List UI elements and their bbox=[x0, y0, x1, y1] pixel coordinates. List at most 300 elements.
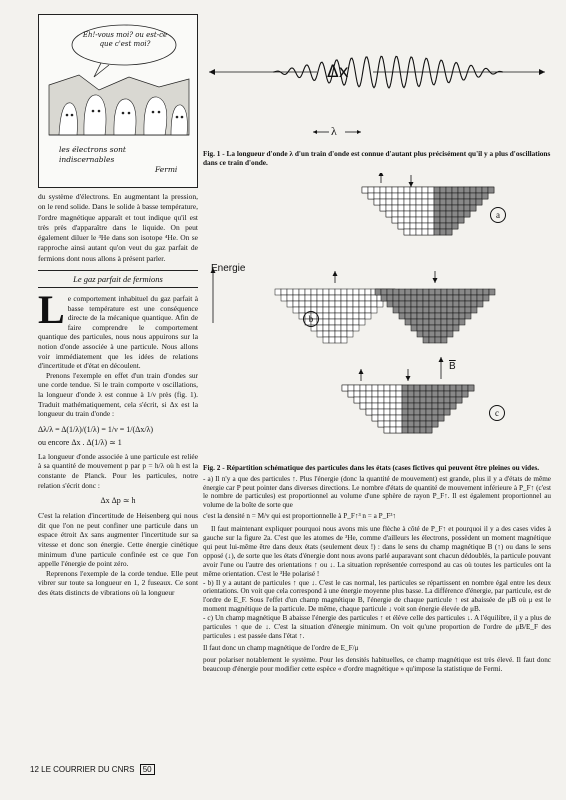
state-cell-a-filled bbox=[380, 187, 386, 193]
state-cell-b bbox=[341, 313, 347, 319]
state-cell-a-filled bbox=[482, 193, 488, 199]
state-cell-b bbox=[323, 319, 329, 325]
state-cell-b-filled bbox=[435, 295, 441, 301]
state-cell-b bbox=[329, 337, 335, 343]
state-cell-b-filled bbox=[435, 325, 441, 331]
state-cell-a-filled bbox=[416, 193, 422, 199]
state-cell-c-filled bbox=[426, 409, 432, 415]
state-cell-c-filled bbox=[438, 385, 444, 391]
state-cell-b bbox=[347, 331, 353, 337]
state-cell-a-filled bbox=[398, 205, 404, 211]
state-cell-a-filled bbox=[446, 223, 452, 229]
state-cell-c-filled bbox=[384, 397, 390, 403]
state-cell-b-filled bbox=[381, 289, 387, 295]
state-cell-b bbox=[317, 289, 323, 295]
spin-up-arrow-a-head bbox=[409, 182, 414, 187]
state-cell-c-filled bbox=[432, 391, 438, 397]
state-cell-c-filled bbox=[384, 403, 390, 409]
state-cell-a-filled bbox=[368, 193, 374, 199]
state-cell-a-filled bbox=[362, 187, 368, 193]
state-cell-a-filled bbox=[434, 217, 440, 223]
spin-down-arrow-a-head bbox=[379, 173, 384, 176]
state-cell-c-filled bbox=[402, 427, 408, 433]
state-cell-a-filled bbox=[440, 211, 446, 217]
state-cell-b-filled bbox=[441, 289, 447, 295]
state-cell-b-filled bbox=[417, 307, 423, 313]
state-cell-a-filled bbox=[392, 193, 398, 199]
state-cell-b bbox=[323, 331, 329, 337]
state-cell-b bbox=[323, 295, 329, 301]
state-cell-b bbox=[341, 289, 347, 295]
state-cell-b-filled bbox=[489, 289, 495, 295]
drop-cap: L bbox=[38, 287, 65, 333]
state-cell-c-filled bbox=[420, 391, 426, 397]
state-cell-b bbox=[287, 289, 293, 295]
state-cell-a-filled bbox=[416, 223, 422, 229]
state-cell-b-filled bbox=[393, 289, 399, 295]
state-cell-c-filled bbox=[354, 391, 360, 397]
state-cell-c-filled bbox=[432, 397, 438, 403]
state-cell-a-filled bbox=[428, 199, 434, 205]
state-cell-c-filled bbox=[396, 427, 402, 433]
state-cell-a-filled bbox=[422, 223, 428, 229]
state-cell-b bbox=[359, 301, 365, 307]
state-cell-b bbox=[353, 295, 359, 301]
state-cell-b-filled bbox=[417, 313, 423, 319]
state-cell-c-filled bbox=[408, 427, 414, 433]
state-cell-c-filled bbox=[348, 391, 354, 397]
state-cell-a-filled bbox=[404, 193, 410, 199]
state-cell-c-filled bbox=[402, 391, 408, 397]
state-cell-b-filled bbox=[423, 295, 429, 301]
state-cell-c-filled bbox=[414, 391, 420, 397]
state-cell-b-filled bbox=[465, 307, 471, 313]
state-cell-b bbox=[311, 295, 317, 301]
state-cell-a-filled bbox=[458, 187, 464, 193]
state-cell-a-filled bbox=[398, 199, 404, 205]
state-cell-a-filled bbox=[410, 205, 416, 211]
state-cell-b-filled bbox=[399, 289, 405, 295]
state-cell-a-filled bbox=[434, 205, 440, 211]
state-cell-c-filled bbox=[414, 415, 420, 421]
state-cell-a-filled bbox=[488, 187, 494, 193]
state-cell-c-filled bbox=[366, 409, 372, 415]
state-cell-a-filled bbox=[386, 187, 392, 193]
state-cell-b bbox=[287, 295, 293, 301]
state-cell-c-filled bbox=[432, 415, 438, 421]
state-cell-b-filled bbox=[429, 325, 435, 331]
state-cell-a-filled bbox=[470, 205, 476, 211]
state-cell-c-filled bbox=[378, 403, 384, 409]
state-cell-c-filled bbox=[408, 403, 414, 409]
state-cell-b-filled bbox=[423, 313, 429, 319]
state-cell-b-filled bbox=[459, 295, 465, 301]
left-paragraph-1-text: e comportement inhabituel du gaz parfait à basse température est une conséquence directe de la mécanique quantique. Afin de faire comprendre le comportement quantique des particules, nous nous appuirons sur la notion d'onde associée à une particule. Nous allons voir immédiatement que les idées de relations d'incertitude et d'état en découlent. bbox=[38, 294, 198, 371]
state-cell-c-filled bbox=[468, 385, 474, 391]
state-cell-b-filled bbox=[447, 319, 453, 325]
state-cell-b bbox=[359, 295, 365, 301]
state-cell-b bbox=[353, 313, 359, 319]
state-cell-b-filled bbox=[435, 319, 441, 325]
state-cell-b bbox=[365, 301, 371, 307]
state-cell-c-filled bbox=[450, 391, 456, 397]
state-cell-c-filled bbox=[372, 397, 378, 403]
state-cell-b-filled bbox=[435, 337, 441, 343]
state-cell-b bbox=[293, 307, 299, 313]
state-cell-b-filled bbox=[429, 307, 435, 313]
state-cell-b-filled bbox=[465, 313, 471, 319]
state-cell-a-filled bbox=[374, 187, 380, 193]
state-cell-b bbox=[353, 289, 359, 295]
state-cell-b bbox=[347, 307, 353, 313]
state-cell-a-filled bbox=[470, 193, 476, 199]
state-cell-a-filled bbox=[410, 217, 416, 223]
state-cell-c-filled bbox=[402, 385, 408, 391]
state-cell-b bbox=[293, 301, 299, 307]
state-cell-b-filled bbox=[471, 301, 477, 307]
state-cell-b bbox=[371, 301, 377, 307]
state-cell-b-filled bbox=[411, 301, 417, 307]
state-cell-b bbox=[323, 301, 329, 307]
state-cell-c-filled bbox=[426, 421, 432, 427]
state-cell-b-filled bbox=[429, 319, 435, 325]
state-cell-b-filled bbox=[453, 307, 459, 313]
state-cell-b bbox=[329, 313, 335, 319]
state-cell-c-filled bbox=[396, 421, 402, 427]
state-cell-a-filled bbox=[368, 187, 374, 193]
state-cell-c-filled bbox=[402, 403, 408, 409]
state-cell-a-filled bbox=[440, 217, 446, 223]
left-paragraph-4: C'est la relation d'incertitude de Heisenberg qui nous dit que l'on ne peut confiner une particule dans un espace étroit Δx sans augmenter l'incertitude sur sa vitesse et donc son énergie. Cette énergie cinétique minimum d'une particule confinée est ce que l'on appelle l'énergie de point zéro. bbox=[38, 511, 198, 569]
state-cell-c-filled bbox=[390, 397, 396, 403]
state-cell-a-filled bbox=[422, 229, 428, 235]
state-cell-b-filled bbox=[453, 313, 459, 319]
state-cell-c-filled bbox=[396, 391, 402, 397]
lambda-label: λ bbox=[331, 124, 337, 138]
case-c-paragraph: - c) Un champ magnétique B abaisse l'énergie des particules ↑ et élève celle des particules ↓. A l'équilibre, il y a plus de particules ↑ que de ↓. C'est la situation d'énergie minimum. On voit qu'une proportion de l'ordre de μB/E_F des particules ↓ est passée dans l'état ↑. bbox=[203, 614, 551, 641]
state-cell-b bbox=[335, 325, 341, 331]
state-cell-b bbox=[323, 307, 329, 313]
state-cell-c-filled bbox=[444, 391, 450, 397]
state-cell-c-filled bbox=[426, 397, 432, 403]
state-cell-b bbox=[335, 307, 341, 313]
state-cell-a-filled bbox=[452, 199, 458, 205]
state-cell-b-filled bbox=[393, 301, 399, 307]
state-cell-a-filled bbox=[464, 199, 470, 205]
state-cell-c-filled bbox=[420, 409, 426, 415]
state-cell-b bbox=[341, 319, 347, 325]
state-cell-c-filled bbox=[378, 421, 384, 427]
state-cell-c-filled bbox=[342, 385, 348, 391]
state-cell-c-filled bbox=[456, 385, 462, 391]
state-cell-b bbox=[347, 301, 353, 307]
state-cell-b bbox=[293, 289, 299, 295]
state-cell-b bbox=[305, 301, 311, 307]
state-cell-c-filled bbox=[384, 415, 390, 421]
state-cell-b-filled bbox=[405, 319, 411, 325]
state-cell-b bbox=[353, 307, 359, 313]
state-cell-b-filled bbox=[411, 289, 417, 295]
state-cell-b-filled bbox=[387, 295, 393, 301]
figure-1 bbox=[203, 14, 551, 149]
state-cell-b-filled bbox=[375, 289, 381, 295]
state-cell-b-filled bbox=[429, 313, 435, 319]
state-cell-c-filled bbox=[444, 385, 450, 391]
spin-down-arrow-b-head bbox=[333, 271, 338, 276]
state-cell-a-filled bbox=[464, 211, 470, 217]
state-cell-b bbox=[317, 295, 323, 301]
state-cell-c-filled bbox=[366, 403, 372, 409]
page-footer bbox=[30, 764, 155, 775]
state-cell-c-filled bbox=[396, 409, 402, 415]
state-cell-b bbox=[365, 313, 371, 319]
state-cell-a-filled bbox=[398, 217, 404, 223]
state-cell-c-filled bbox=[420, 403, 426, 409]
state-cell-b-filled bbox=[435, 331, 441, 337]
state-cell-c-filled bbox=[450, 403, 456, 409]
state-cell-a-filled bbox=[410, 199, 416, 205]
state-cell-c-filled bbox=[408, 391, 414, 397]
state-cell-b-filled bbox=[429, 295, 435, 301]
state-cell-c-filled bbox=[408, 397, 414, 403]
state-cell-b bbox=[347, 295, 353, 301]
state-cell-b-filled bbox=[393, 307, 399, 313]
density-formula: c'est la densité n = M/v qui est proportionnelle à P_F↑³ n = a P_F³↑ bbox=[203, 512, 396, 521]
section-title: Le gaz parfait de fermions bbox=[38, 270, 198, 288]
state-cell-b-filled bbox=[435, 301, 441, 307]
state-cell-b bbox=[377, 301, 383, 307]
state-cell-b bbox=[359, 289, 365, 295]
wave-train-diagram bbox=[203, 14, 551, 149]
state-cell-a-filled bbox=[386, 193, 392, 199]
cartoon-caption: les électrons sont indiscernables bbox=[59, 145, 126, 164]
panel-b-label: b bbox=[303, 311, 319, 327]
state-cell-b-filled bbox=[453, 289, 459, 295]
state-cell-c-filled bbox=[384, 391, 390, 397]
state-cell-a-filled bbox=[416, 187, 422, 193]
state-cell-c-filled bbox=[420, 397, 426, 403]
state-cell-b bbox=[317, 331, 323, 337]
state-cell-a-filled bbox=[434, 229, 440, 235]
state-cell-b bbox=[335, 337, 341, 343]
state-cell-c-filled bbox=[396, 385, 402, 391]
state-cell-a-filled bbox=[476, 193, 482, 199]
state-cell-a-filled bbox=[398, 187, 404, 193]
state-cell-a-filled bbox=[416, 211, 422, 217]
state-cell-a-filled bbox=[428, 187, 434, 193]
state-cell-b bbox=[317, 325, 323, 331]
state-cell-a-filled bbox=[428, 205, 434, 211]
right-column bbox=[203, 14, 551, 674]
state-cell-b bbox=[305, 289, 311, 295]
state-cell-b-filled bbox=[465, 289, 471, 295]
state-cell-a-filled bbox=[428, 217, 434, 223]
state-cell-c-filled bbox=[450, 397, 456, 403]
state-cell-a-filled bbox=[434, 211, 440, 217]
state-cell-b bbox=[359, 319, 365, 325]
figure-1-caption: Fig. 1 - La longueur d'onde λ d'un train d'onde est connue d'autant plus précisément qu'il y a plus d'oscillations dans ce train d'onde. bbox=[203, 149, 551, 168]
state-cell-c-filled bbox=[444, 397, 450, 403]
state-cell-a-filled bbox=[440, 187, 446, 193]
field-order-paragraph: Il faut donc un champ magnétique de l'ordre de E_F/μ bbox=[203, 643, 359, 652]
state-cell-b bbox=[329, 325, 335, 331]
state-cell-b-filled bbox=[465, 301, 471, 307]
state-cell-a-filled bbox=[416, 217, 422, 223]
state-cell-a-filled bbox=[476, 187, 482, 193]
state-cell-b bbox=[335, 319, 341, 325]
state-cell-b-filled bbox=[459, 313, 465, 319]
figure-2 bbox=[203, 173, 551, 463]
state-cell-c-filled bbox=[408, 415, 414, 421]
state-cell-b-filled bbox=[387, 301, 393, 307]
state-cell-a-filled bbox=[374, 193, 380, 199]
state-cell-c-filled bbox=[390, 385, 396, 391]
state-cell-a-filled bbox=[422, 199, 428, 205]
state-cell-b-filled bbox=[423, 337, 429, 343]
spin-up-arrow-c-head bbox=[406, 376, 411, 381]
state-cell-a-filled bbox=[410, 193, 416, 199]
state-cell-a-filled bbox=[404, 223, 410, 229]
state-cell-b-filled bbox=[417, 331, 423, 337]
state-cell-c-filled bbox=[414, 421, 420, 427]
state-cell-b-filled bbox=[453, 325, 459, 331]
state-cell-c-filled bbox=[384, 421, 390, 427]
state-cell-a-filled bbox=[464, 187, 470, 193]
state-cell-a-filled bbox=[452, 217, 458, 223]
left-paragraph-1 bbox=[38, 287, 198, 371]
state-cell-c-filled bbox=[432, 385, 438, 391]
state-cell-b-filled bbox=[423, 325, 429, 331]
state-cell-c-filled bbox=[414, 403, 420, 409]
state-cell-c-filled bbox=[426, 385, 432, 391]
state-cell-b bbox=[353, 325, 359, 331]
state-cell-b bbox=[335, 331, 341, 337]
state-cell-b-filled bbox=[447, 325, 453, 331]
state-cell-b bbox=[341, 301, 347, 307]
state-cell-b bbox=[353, 301, 359, 307]
state-cell-c-filled bbox=[414, 397, 420, 403]
state-cell-b-filled bbox=[381, 295, 387, 301]
state-cell-b bbox=[305, 295, 311, 301]
state-cell-a-filled bbox=[452, 193, 458, 199]
state-cell-b-filled bbox=[459, 307, 465, 313]
state-cell-a-filled bbox=[440, 229, 446, 235]
state-cell-b bbox=[347, 319, 353, 325]
state-cell-c-filled bbox=[432, 421, 438, 427]
state-cell-c-filled bbox=[366, 397, 372, 403]
state-cell-a-filled bbox=[404, 211, 410, 217]
state-cell-b-filled bbox=[441, 301, 447, 307]
state-cell-b bbox=[353, 319, 359, 325]
state-cell-b bbox=[293, 295, 299, 301]
state-cell-c-filled bbox=[372, 409, 378, 415]
state-cell-a-filled bbox=[440, 223, 446, 229]
state-cell-b-filled bbox=[429, 331, 435, 337]
state-cell-b-filled bbox=[393, 295, 399, 301]
state-cell-a-filled bbox=[422, 217, 428, 223]
state-cell-b-filled bbox=[429, 337, 435, 343]
state-cell-c-filled bbox=[396, 397, 402, 403]
state-cell-a-filled bbox=[404, 187, 410, 193]
state-cell-c-filled bbox=[420, 385, 426, 391]
state-cell-c-filled bbox=[402, 421, 408, 427]
cartoon-signature: Fermi bbox=[155, 165, 178, 174]
state-cell-c-filled bbox=[390, 403, 396, 409]
state-cell-b bbox=[341, 331, 347, 337]
state-cell-b-filled bbox=[435, 313, 441, 319]
state-cell-a-filled bbox=[446, 187, 452, 193]
state-cell-a-filled bbox=[416, 199, 422, 205]
state-cell-b bbox=[365, 295, 371, 301]
state-cell-a-filled bbox=[404, 205, 410, 211]
state-cell-b-filled bbox=[405, 295, 411, 301]
state-cell-a-filled bbox=[440, 199, 446, 205]
state-cell-a-filled bbox=[446, 211, 452, 217]
state-cell-b bbox=[347, 313, 353, 319]
state-cell-c-filled bbox=[426, 427, 432, 433]
state-cell-a-filled bbox=[458, 211, 464, 217]
state-cell-c-filled bbox=[414, 427, 420, 433]
state-cell-b bbox=[371, 307, 377, 313]
state-cell-b bbox=[359, 313, 365, 319]
state-cell-a-filled bbox=[374, 199, 380, 205]
state-cell-b-filled bbox=[465, 295, 471, 301]
state-cell-b bbox=[347, 289, 353, 295]
state-cell-c-filled bbox=[420, 427, 426, 433]
state-cell-b-filled bbox=[441, 325, 447, 331]
state-cell-c-filled bbox=[384, 427, 390, 433]
state-cell-a-filled bbox=[452, 211, 458, 217]
magnetic-moment-paragraph: Il faut maintenant expliquer pourquoi nous avons mis une flèche à côté de P_F↑ et pourquoi il y a des cases vides à gauche sur la figure 2a. C'est que les atomes de ³He, comme d'ailleurs les électrons, possèdent un moment magnétique qui peut lui-même être dans deux états (seulement deux !) : dans le sens du champ magnétique B (↑) ou dans le sens opposé (↓), de sorte que les états d'énergie dont nous avons parlé auparavant sont chacun dédoublés, la particule pouvant avoir l'une ou l'autre des orientations ↑ ou ↓. La situation représentée correspond au cas où toutes les particules ont la même orientation. C'est le ³He polarisé ! bbox=[203, 525, 551, 578]
issue-number: 50 bbox=[140, 764, 155, 775]
state-cell-b-filled bbox=[417, 319, 423, 325]
state-cell-c-filled bbox=[390, 391, 396, 397]
state-cell-a-filled bbox=[380, 199, 386, 205]
state-cell-c-filled bbox=[372, 391, 378, 397]
state-cell-b bbox=[299, 301, 305, 307]
state-cell-b-filled bbox=[447, 295, 453, 301]
state-cell-b-filled bbox=[435, 307, 441, 313]
state-cell-b-filled bbox=[459, 319, 465, 325]
state-cell-a-filled bbox=[386, 205, 392, 211]
state-cell-b bbox=[323, 337, 329, 343]
state-cell-c-filled bbox=[402, 409, 408, 415]
state-cell-b bbox=[275, 289, 281, 295]
state-cell-c-filled bbox=[426, 415, 432, 421]
state-cell-c-filled bbox=[378, 409, 384, 415]
state-cell-a-filled bbox=[404, 199, 410, 205]
state-cell-b-filled bbox=[405, 301, 411, 307]
state-cell-c-filled bbox=[366, 385, 372, 391]
state-cell-a-filled bbox=[458, 199, 464, 205]
state-cell-b bbox=[329, 331, 335, 337]
state-cell-a-filled bbox=[422, 211, 428, 217]
state-cell-c-filled bbox=[420, 421, 426, 427]
state-cell-a-filled bbox=[392, 211, 398, 217]
state-cell-c-filled bbox=[348, 385, 354, 391]
state-cell-b-filled bbox=[429, 289, 435, 295]
spin-down-arrow-c-head bbox=[359, 369, 364, 374]
state-cell-b-filled bbox=[423, 319, 429, 325]
state-cell-c-filled bbox=[438, 397, 444, 403]
state-cell-c-filled bbox=[378, 415, 384, 421]
state-cell-a-filled bbox=[458, 205, 464, 211]
state-cell-b-filled bbox=[399, 307, 405, 313]
state-cell-a-filled bbox=[458, 193, 464, 199]
state-cell-a-filled bbox=[458, 217, 464, 223]
state-cell-a-filled bbox=[416, 229, 422, 235]
state-cell-b-filled bbox=[399, 301, 405, 307]
